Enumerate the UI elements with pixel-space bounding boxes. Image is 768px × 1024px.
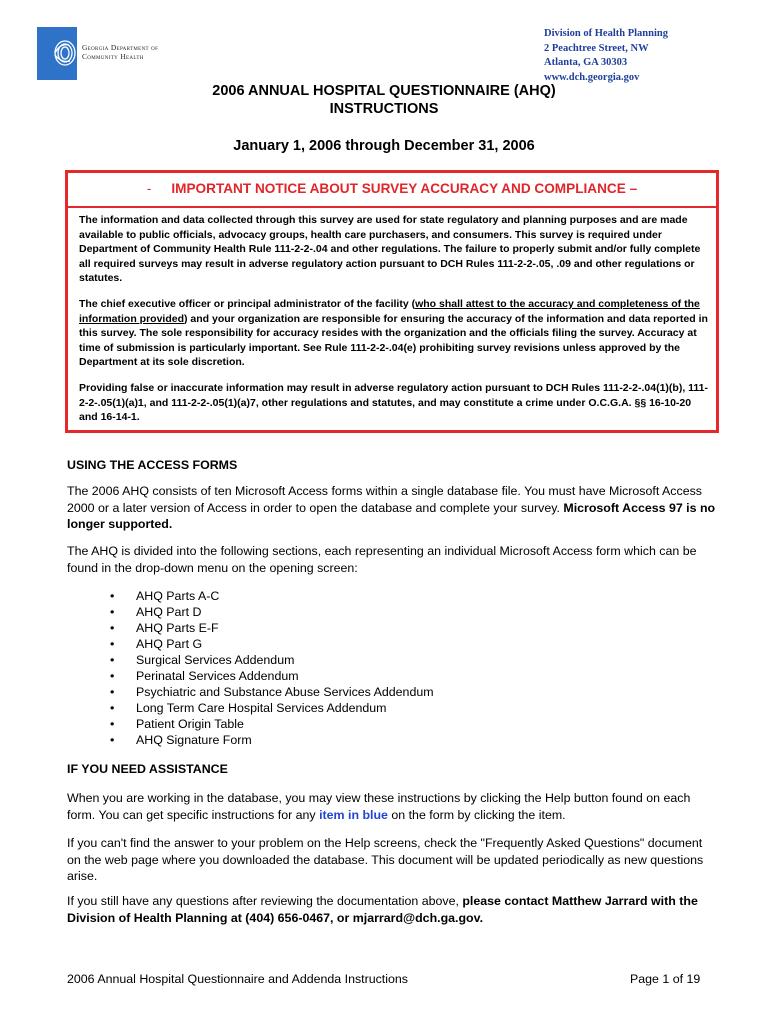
assistance-heading: IF YOU NEED ASSISTANCE — [67, 762, 228, 776]
list-item: • AHQ Parts A-C — [110, 588, 434, 604]
contact-street: 2 Peachtree Street, NW — [544, 42, 649, 54]
logo-text-line1: Georgia Department of — [82, 43, 159, 52]
list-item: • Perinatal Services Addendum — [110, 668, 434, 684]
doc-title: 2006 ANNUAL HOSPITAL QUESTIONNAIRE (AHQ) — [212, 83, 556, 99]
logo-text-line2: Community Health — [82, 52, 144, 61]
footer-title: 2006 Annual Hospital Questionnaire and Addenda Instructions — [67, 972, 408, 986]
date-range: January 1, 2006 through December 31, 2006 — [233, 138, 535, 154]
contact-block — [544, 27, 668, 86]
page-number: Page 1 of 19 — [630, 972, 701, 986]
notice-paragraph-3: Providing false or inaccurate information may result in adverse regulatory action pursuant to DCH Rules 111-2-2-.04(1)(b), 111-2-2-.05(1)(a)1, and 111-2-2-.05(1)(a)7, other regulations and statutes, and may constitute a crime under O.C.G.A. §§ 16-10-20 and 16-14-1. — [79, 381, 709, 424]
list-item: • AHQ Signature Form — [110, 732, 434, 748]
notice-heading-text: IMPORTANT NOTICE ABOUT SURVEY ACCURACY AND COMPLIANCE – — [171, 181, 638, 196]
access-paragraph-2: The AHQ is divided into the following sections, each representing an individual Microsoft Access form which can be found in the drop-down menu on the opening screen: — [67, 544, 697, 575]
notice-paragraph-2 — [79, 297, 709, 370]
access-p1-bold: Microsoft Access 97 is no longer supported. — [67, 500, 716, 531]
item-in-blue-text: item in blue — [319, 807, 388, 822]
list-item: • Surgical Services Addendum — [110, 652, 434, 668]
dch-logo — [37, 27, 77, 80]
notice-divider — [68, 206, 716, 208]
assistance-p3-start: If you still have any questions after reviewing the documentation above, — [67, 894, 463, 908]
compliance-notice-box — [65, 170, 719, 433]
list-item: • AHQ Parts E-F — [110, 620, 434, 636]
contact-division: Division of Health Planning — [544, 28, 668, 39]
notice-p2-start: The chief executive officer or principal administrator of the facility ( — [79, 297, 416, 310]
list-item: • Long Term Care Hospital Services Addendum — [110, 700, 434, 716]
notice-p2-end: ) and your organization are responsible for ensuring the accuracy of the information and data reported in this survey. The sole responsibility for accuracy resides with the organization and the officials filing the survey. Accuracy at time of submission is particularly important. See Rule 111-2-2-.04(e) prohibiting survey revisions unless approved by the Department at its sole discretion. — [79, 312, 708, 369]
forms-list — [110, 588, 434, 748]
assistance-paragraph-2: If you can't find the answer to your problem on the Help screens, check the "Frequently Asked Questions" document on the web page where you downloaded the database. This document will be updated periodically as new questions arise. — [67, 836, 704, 883]
logo-swirl-icon — [37, 27, 77, 80]
assistance-paragraph-1 — [67, 790, 717, 823]
access-paragraph-1 — [67, 483, 717, 533]
notice-body — [79, 213, 709, 436]
assistance-paragraph-3 — [67, 893, 717, 926]
list-item: • AHQ Part G — [110, 636, 434, 652]
contact-info-bold: please contact Matthew Jarrard with the Division of Health Planning at (404) 656-0467, or mjarrard@dch.ga.gov. — [67, 894, 698, 925]
notice-p2-underlined: who shall attest to the accuracy and completeness of the information provided — [79, 297, 700, 325]
access-forms-heading: USING THE ACCESS FORMS — [67, 458, 238, 472]
contact-city: Atlanta, GA 30303 — [544, 57, 628, 69]
access-p1-text: The 2006 AHQ consists of ten Microsoft Access forms within a single database file. You must have Microsoft Access 2000 or a later version of Access in order to open the database and complete your survey. — [67, 484, 702, 515]
list-item: • Patient Origin Table — [110, 716, 434, 732]
assistance-p1-end: on the form by clicking the item. — [387, 807, 566, 822]
notice-paragraph-1: The information and data collected through this survey are used for state regulatory and planning purposes and are made available to public officials, advocacy groups, health care purchasers, and consumers. This survey is required under Department of Community Health Rule 111-2-2-.04 and other regulations. The failure to properly submit and/or fully complete all required surveys may result in adverse regulatory action pursuant to DCH Rules 111-2-2-.05, .09 and other regulations or statutes. — [79, 214, 701, 285]
list-item: • AHQ Part D — [110, 604, 434, 620]
list-item: • Psychiatric and Substance Abuse Services Addendum — [110, 684, 434, 700]
doc-subtitle: INSTRUCTIONS — [329, 101, 439, 117]
logo-text — [82, 43, 158, 61]
notice-dash: - — [146, 181, 152, 196]
assistance-p1-start: When you are working in the database, you may view these instructions by clicking the Help button found on each form. You can get specific instructions for any — [67, 791, 691, 822]
contact-website: www.dch.georgia.gov — [544, 72, 640, 84]
notice-heading — [68, 181, 716, 196]
